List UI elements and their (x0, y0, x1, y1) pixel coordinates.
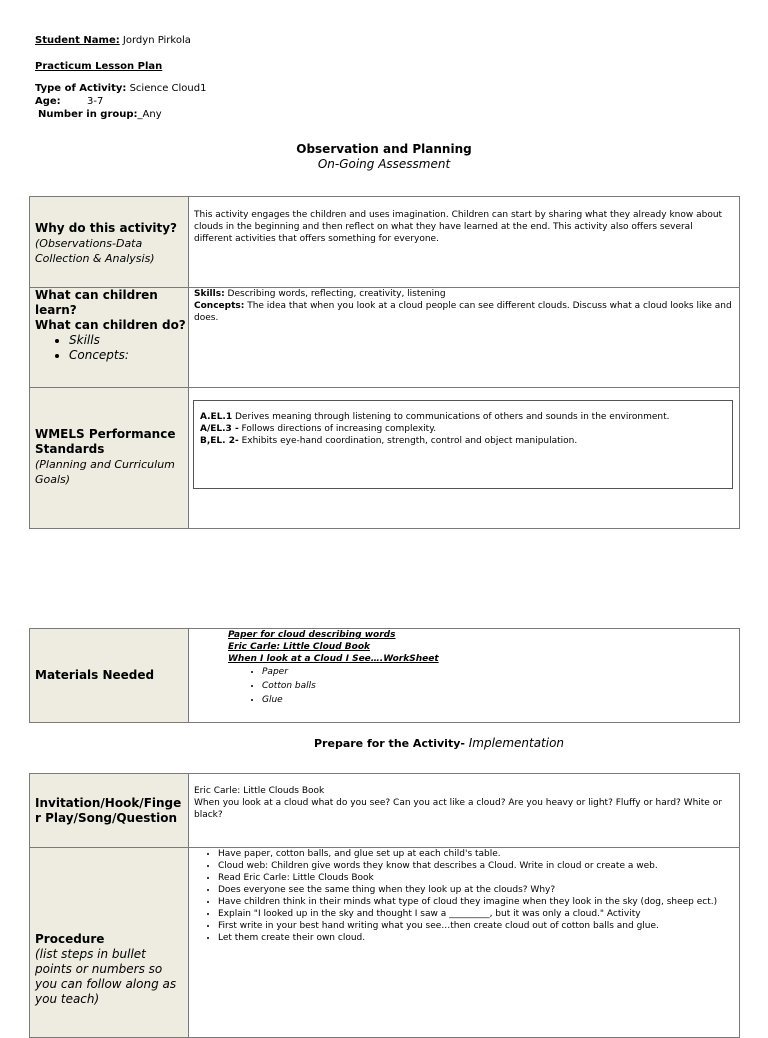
skills-label: Skills: (194, 289, 225, 299)
why-label-cell (30, 197, 189, 288)
invitation-label-cell (30, 774, 189, 848)
learn-label-cell (30, 288, 189, 388)
plan-title (35, 61, 162, 72)
materials-label-cell (30, 629, 189, 723)
age-value: 3-7 (87, 96, 104, 107)
procedure-label: Procedure (35, 932, 105, 946)
why-text: This activity engages the children and uses imagination. Children can start by sharing what they already know about clouds in the beginning and then reflect on what they have learned at the end. This activity also offers several different activities that offers something for everyone. (194, 210, 723, 244)
why-label: Why do this activity? (35, 221, 178, 235)
plan-title-text: Practicum Lesson Plan (35, 61, 163, 72)
table-row (30, 774, 740, 848)
materials-table (29, 628, 740, 723)
procedure-label-cell (30, 848, 189, 1038)
invitation-line: When you look at a cloud what do you see? Can you act like a cloud? Are you heavy or light? Fluffy or hard? White or black? (194, 798, 722, 820)
standard-text: Derives meaning through listening to communications of others and sounds in the environment. (232, 412, 670, 422)
wmels-content-cell (189, 388, 740, 529)
age (35, 96, 61, 107)
list-item: • Have children think in their minds what type of cloud they imagine when they look in the sky (dog, sheep ect.) (218, 896, 733, 908)
activity-type-value: Science Cloud1 (126, 83, 207, 94)
materials-link: Paper for cloud describing words (228, 630, 396, 640)
materials-content-cell (189, 629, 740, 723)
concepts-label: Concepts: (194, 301, 245, 311)
prepare-subtitle: Implementation (464, 736, 565, 750)
table-row (30, 629, 740, 723)
list-item: • Does everyone see the same thing when they look up at the clouds? Why? (218, 884, 733, 896)
learn-bullets (35, 333, 186, 363)
skills-line (194, 288, 733, 300)
standard-code: A.EL.1 (200, 412, 233, 422)
observation-title: Observation and Planning (296, 142, 472, 156)
list-item: • Glue (262, 693, 739, 707)
prepare-title: Prepare for the Activity- (314, 737, 465, 750)
group-size-value: _Any (137, 109, 162, 120)
list-item: • Explain "I looked up in the sky and thought I saw a _________, but it was only a cloud." Activity (218, 908, 733, 920)
list-item: • Cotton balls (262, 679, 739, 693)
procedure-steps (189, 848, 739, 944)
table-row (30, 288, 740, 388)
list-item: • First write in your best hand writing what you see…then create cloud out of cotton balls and glue. (218, 920, 733, 932)
why-content-cell (189, 197, 740, 288)
group-size (38, 109, 162, 120)
invitation-line: Eric Carle: Little Clouds Book (194, 786, 325, 796)
list-item: • Let them create their own cloud. (218, 932, 733, 944)
table-row (30, 197, 740, 288)
invitation-content-cell (189, 774, 740, 848)
activity-type (35, 83, 206, 94)
implementation-table (29, 773, 740, 1038)
student-name-label: Student Name: (35, 35, 120, 46)
materials-link: When I look at a Cloud I See….WorkSheet (228, 654, 439, 664)
materials-label: Materials Needed (35, 668, 155, 682)
wmels-label-cell (30, 388, 189, 529)
list-item: • Cloud web: Children give words they know that describes a Cloud. Write in cloud or create a web. (218, 860, 733, 872)
materials-links (189, 629, 739, 665)
student-name (35, 35, 191, 46)
learn-content-cell (189, 288, 740, 388)
list-item: • Concepts: (69, 348, 186, 363)
wmels-label: WMELS Performance Standards (35, 427, 176, 456)
table-row (30, 388, 740, 529)
learn-label: What can children learn? (35, 288, 158, 317)
prepare-heading (314, 736, 564, 750)
observation-subtitle: On-Going Assessment (317, 157, 451, 171)
materials-bullets (189, 665, 739, 707)
group-size-label: Number in group: (38, 109, 138, 120)
standard-text: Follows directions of increasing complexity. (238, 424, 437, 434)
standard-code: B,EL. 2- (200, 436, 239, 446)
do-label: What can children do? (35, 318, 186, 332)
table-row (30, 848, 740, 1038)
standard-line (200, 411, 732, 423)
standards-box (193, 400, 733, 489)
standard-line (200, 423, 732, 435)
student-name-value: Jordyn Pirkola (119, 35, 191, 46)
wmels-sublabel: (Planning and Curriculum Goals) (35, 458, 175, 486)
list-item: • Skills (69, 333, 186, 348)
materials-link: Eric Carle: Little Cloud Book (228, 642, 370, 652)
standard-code: A/EL.3 - (200, 424, 239, 434)
skills-text: Describing words, reflecting, creativity, listening (224, 289, 446, 299)
concepts-text: The idea that when you look at a cloud people can see different clouds. Discuss what a cloud looks like and does. (194, 301, 732, 323)
planning-table (29, 196, 740, 529)
standard-text: Exhibits eye-hand coordination, strength, control and object manipulation. (238, 436, 578, 446)
why-sublabel: (Observations-Data Collection & Analysis) (35, 237, 155, 265)
list-item: • Have paper, cotton balls, and glue set up at each child's table. (218, 848, 733, 860)
activity-type-label: Type of Activity: (35, 83, 127, 94)
age-label: Age: (35, 96, 61, 107)
standard-line (200, 435, 732, 447)
procedure-content-cell (189, 848, 740, 1038)
list-item: • Read Eric Carle: Little Clouds Book (218, 872, 733, 884)
list-item: • Paper (262, 665, 739, 679)
invitation-label: Invitation/Hook/Finger Play/Song/Question (35, 795, 182, 825)
concepts-line (194, 300, 733, 324)
procedure-sublabel: (list steps in bullet points or numbers so you can follow along as you teach) (35, 947, 177, 1006)
